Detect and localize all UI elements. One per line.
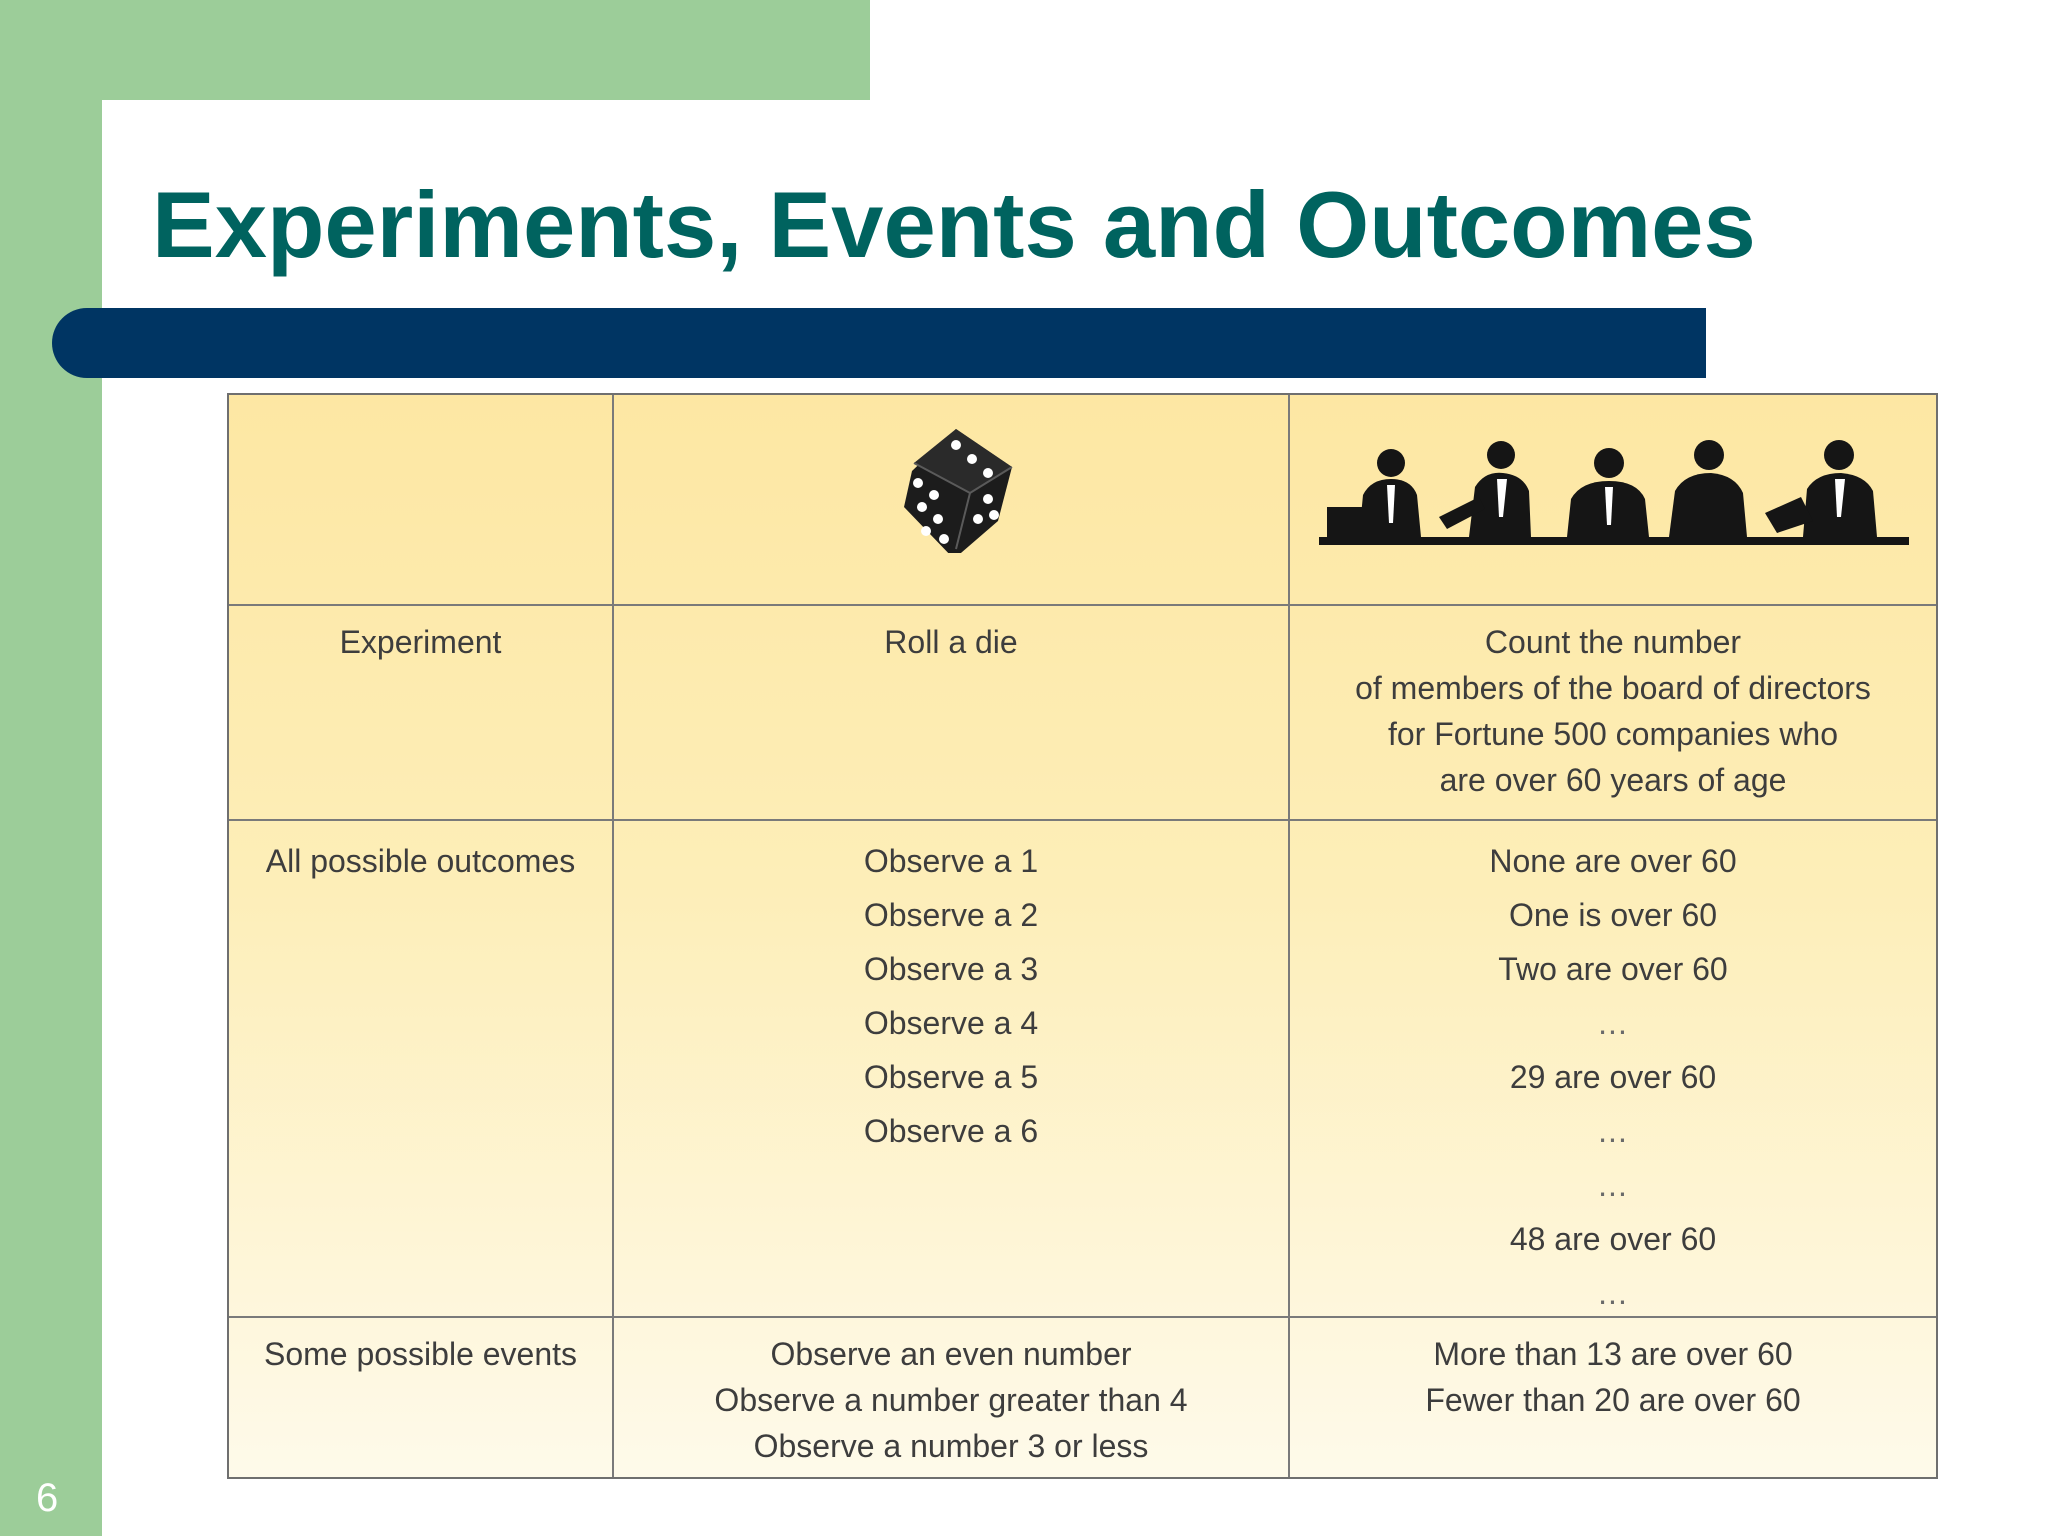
cell-line: are over 60 years of age — [1439, 762, 1787, 798]
row-label-events — [229, 1331, 612, 1377]
cell-line: Observe a 6 — [863, 1113, 1039, 1149]
cell-line: ... — [1598, 1113, 1628, 1149]
cell-line: Two are over 60 — [1498, 951, 1728, 987]
row-divider — [229, 819, 1936, 821]
cell-line: ... — [1598, 1275, 1628, 1311]
outcomes-die — [614, 834, 1288, 1158]
cell-line: ... — [1598, 1005, 1628, 1041]
cell-line: More than 13 are over 60 — [1433, 1336, 1793, 1372]
cell-line: Observe a 3 — [863, 951, 1039, 987]
row-label-experiment — [229, 619, 612, 665]
cell-line: ... — [1598, 1167, 1628, 1203]
cell-line: One is over 60 — [1508, 897, 1718, 933]
row-divider — [229, 604, 1936, 606]
experiment-board — [1290, 619, 1936, 803]
row-label-text: Some possible events — [263, 1336, 578, 1372]
cell-line: for Fortune 500 companies who — [1387, 716, 1839, 752]
cell-line: 29 are over 60 — [1509, 1059, 1717, 1095]
experiments-table — [227, 393, 1938, 1479]
page-number: 6 — [36, 1476, 59, 1520]
cell-line: Fewer than 20 are over 60 — [1425, 1382, 1801, 1418]
slide-title: Experiments, Events and Outcomes — [152, 172, 1756, 277]
events-die — [614, 1331, 1288, 1469]
cell-line: Observe a number greater than 4 — [714, 1382, 1188, 1418]
left-green-band — [0, 0, 102, 1536]
cell-line: Observe a 2 — [863, 897, 1039, 933]
cell-line: None are over 60 — [1489, 843, 1737, 879]
cell-line: Observe a 1 — [863, 843, 1039, 879]
outcomes-board — [1290, 834, 1936, 1320]
cell-line: Observe a number 3 or less — [753, 1428, 1149, 1464]
row-label-text: All possible outcomes — [265, 843, 576, 879]
title-underline-bar — [52, 308, 1706, 378]
cell-line: Observe an even number — [770, 1336, 1132, 1372]
row-label-text: Experiment — [339, 624, 502, 660]
cell-line: Observe a 4 — [863, 1005, 1039, 1041]
top-green-band — [0, 0, 870, 100]
cell-line: Count the number — [1484, 624, 1742, 660]
experiment-die — [614, 619, 1288, 665]
board-of-directors-silhouette-icon — [1319, 433, 1909, 549]
cell-line: Observe a 5 — [863, 1059, 1039, 1095]
row-label-outcomes — [229, 834, 612, 888]
events-board — [1290, 1331, 1936, 1423]
die-icon — [894, 423, 1024, 553]
cell-line: of members of the board of directors — [1355, 670, 1871, 706]
cell-line: 48 are over 60 — [1509, 1221, 1717, 1257]
cell-line: Roll a die — [884, 624, 1018, 660]
